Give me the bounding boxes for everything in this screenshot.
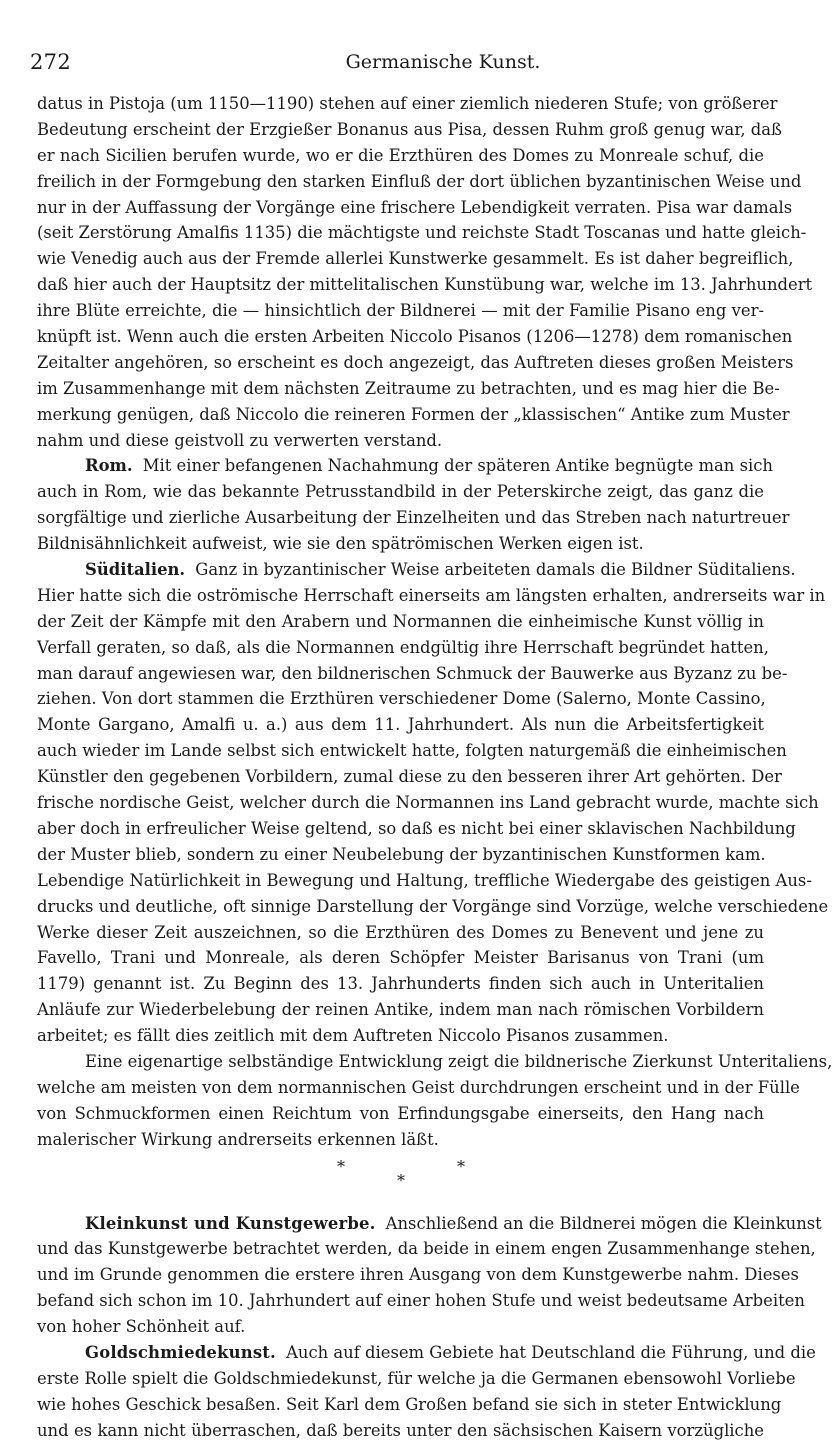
paragraph-goldschmiedekunst xyxy=(37,1340,816,1444)
section-heading-sueditalien: Süditalien. xyxy=(85,560,186,580)
text-run: Mit einer befangenen Nachahmung der späteren Antike begnügte man sich xyxy=(142,456,773,476)
text-line: und im Grunde genommen die erstere ihren Ausgang von dem Kunstgewerbe nahm. Dieses xyxy=(37,1265,799,1285)
text-line: von Schmuckformen einen Reichtum von Erfindungsgabe einerseits, den Hang nach xyxy=(37,1103,764,1123)
text-line: aber doch in erfreulicher Weise geltend, so daß es nicht bei einer sklavischen Nachbildung xyxy=(37,818,796,838)
asterisk: * xyxy=(337,1156,345,1176)
text-line: wie Venedig auch aus der Fremde allerlei Kunstwerke gesammelt. Es ist daher begreiflich, xyxy=(37,249,794,269)
text-line: auch in Rom, wie das bekannte Petrusstandbild in der Peterskirche zeigt, das ganz die xyxy=(37,482,764,502)
section-heading-rom: Rom. xyxy=(85,456,133,476)
text-line: Eine eigenartige selbständige Entwicklung zeigt die bildnerische Zierkunst Unteritaliens, xyxy=(85,1051,832,1071)
text-line: Anläufe zur Wiederbelebung der reinen Antike, indem man nach römischen Vorbildern xyxy=(37,1000,764,1020)
text-line: (seit Zerstörung Amalfis 1135) die mächtigste und reichste Stadt Toscanas und hatte gleich- xyxy=(37,223,807,243)
text-line: Favello, Trani und Monreale, als deren Schöpfer Meister Barisanus von Trani (um xyxy=(37,948,764,968)
text-line: sorgfältige und zierliche Ausarbeitung der Einzelheiten und das Streben nach naturtreuer xyxy=(37,508,790,528)
running-head: Germanische Kunst. xyxy=(345,51,541,73)
page-body xyxy=(37,91,832,1444)
asterisk: * xyxy=(397,1170,405,1190)
text-line: nahm und diese geistvoll zu verwerten verstand. xyxy=(37,430,443,450)
text-line: Verfall geraten, so daß, als die Normannen endgültig ihre Herrschaft begründet hatten, xyxy=(37,637,769,657)
section-heading-kleinkunst: Kleinkunst und Kunstgewerbe. xyxy=(85,1213,376,1233)
text-line xyxy=(37,1340,816,1366)
text-line: Lebendige Natürlichkeit in Bewegung und Haltung, treffliche Wiedergabe des geistigen Aus- xyxy=(37,870,812,890)
text-line: welche am meisten von dem normannischen Geist durchdrungen erscheint und in der Fülle xyxy=(37,1077,800,1097)
text-line: 1179) genannt ist. Zu Beginn des 13. Jahrhunderts finden sich auch in Unteritalien xyxy=(37,974,764,994)
paragraph-continuation xyxy=(37,91,813,453)
text-line: ihre Blüte erreichte, die — hinsichtlich der Bildnerei — mit der Familie Pisano eng ver- xyxy=(37,301,764,321)
page-number: 272 xyxy=(30,50,71,74)
text-line: befand sich schon im 10. Jahrhundert auf einer hohen Stufe und weist bedeutsame Arbeiten xyxy=(37,1291,805,1311)
paragraph-sueditalien xyxy=(37,557,829,1049)
text-line: datus in Pistoja (um 1150—1190) stehen auf einer ziemlich niederen Stufe; von größerer xyxy=(37,94,778,113)
text-line xyxy=(37,1211,822,1237)
text-line: drucks und deutliche, oft sinnige Darstellung der Vorgänge sind Vorzüge, welche verschiedene xyxy=(37,896,829,916)
text-line: malerischer Wirkung andrerseits erkennen läßt. xyxy=(37,1129,439,1149)
text-line: daß hier auch der Hauptsitz der mittelitalischen Kunstübung war, welche im 13. Jahrhundert xyxy=(37,275,813,295)
text-line: arbeitet; es fällt dies zeitlich mit dem Auftreten Niccolo Pisanos zusammen. xyxy=(37,1026,669,1046)
text-line: knüpft ist. Wenn auch die ersten Arbeiten Niccolo Pisanos (1206—1278) dem romanischen xyxy=(37,327,793,347)
text-line: Hier hatte sich die oströmische Herrschaft einerseits am längsten erhalten, andrerseits war in xyxy=(37,585,826,605)
text-line: Bedeutung erscheint der Erzgießer Bonanus aus Pisa, dessen Ruhm groß genug war, daß xyxy=(37,119,782,139)
text-line: Zeitalter angehören, so erscheint es doch angezeigt, das Auftreten dieses großen Meisters xyxy=(37,352,794,372)
text-line: und es kann nicht überraschen, daß bereits unter den sächsischen Kaisern vorzügliche xyxy=(37,1420,764,1440)
text-run: Anschließend an die Bildnerei mögen die Kleinkunst xyxy=(385,1213,822,1233)
text-line: Werke dieser Zeit auszeichnen, so die Erzthüren des Domes zu Benevent und jene zu xyxy=(37,922,764,942)
text-line xyxy=(37,453,773,479)
text-line: Künstler den gegebenen Vorbildern, zumal diese zu den besseren ihrer Art gehörten. Der xyxy=(37,767,782,787)
text-line: freilich in der Formgebung den starken Einfluß der dort üblichen byzantinischen Weise und xyxy=(37,171,802,191)
text-line: im Zusammenhange mit dem nächsten Zeitraume zu betrachten, und es mag hier die Be- xyxy=(37,378,780,398)
text-line: von hoher Schönheit auf. xyxy=(37,1317,246,1337)
asterisk: * xyxy=(457,1156,465,1176)
text-run: Ganz in byzantinischer Weise arbeiteten damals die Bildner Süditaliens. xyxy=(195,560,796,580)
text-line: der Muster blieb, sondern zu einer Neubelebung der byzantinischen Kunstformen kam. xyxy=(37,844,766,864)
section-divider-asterism xyxy=(37,1153,764,1205)
text-line: merkung genügen, daß Niccolo die reineren Formen der „klassischen“ Antike zum Muster xyxy=(37,404,790,424)
text-run: Auch auf diesem Gebiete hat Deutschland die Führung, und die xyxy=(286,1342,816,1362)
paragraph-zierkunst xyxy=(37,1049,832,1153)
text-line: und das Kunstgewerbe betrachtet werden, da beide in einem engen Zusammenhange stehen, xyxy=(37,1239,816,1259)
section-heading-goldschmiedekunst: Goldschmiedekunst. xyxy=(85,1342,276,1362)
paragraph-kleinkunst xyxy=(37,1211,822,1340)
text-line: frische nordische Geist, welcher durch die Normannen ins Land gebracht wurde, machte sich xyxy=(37,793,819,813)
text-line: erste Rolle spielt die Goldschmiedekunst, für welche ja die Germanen ebensowohl Vorliebe xyxy=(37,1368,796,1388)
text-line: Monte Gargano, Amalfi u. a.) aus dem 11. Jahrhundert. Als nun die Arbeitsfertigkeit xyxy=(37,715,764,735)
text-line: er nach Sicilien berufen wurde, wo er die Erzthüren des Domes zu Monreale schuf, die xyxy=(37,145,764,165)
text-line: man darauf angewiesen war, den bildnerischen Schmuck der Bauwerke aus Byzanz zu be- xyxy=(37,663,788,683)
text-line: auch wieder im Lande selbst sich entwickelt hatte, folgten naturgemäß die einheimischen xyxy=(37,741,787,761)
text-line: ziehen. Von dort stammen die Erzthüren verschiedener Dome (Salerno, Monte Cassino, xyxy=(37,689,766,709)
text-line: der Zeit der Kämpfe mit den Arabern und Normannen die einheimische Kunst völlig in xyxy=(37,611,764,631)
text-line xyxy=(37,557,796,583)
text-line: nur in der Auffassung der Vorgänge eine frischere Lebendigkeit verraten. Pisa war damals xyxy=(37,197,793,217)
text-line: Bildnisähnlichkeit aufweist, wie sie den spätrömischen Werken eigen ist. xyxy=(37,534,644,554)
text-line: wie hohes Geschick besaßen. Seit Karl dem Großen befand sie sich in steter Entwicklung xyxy=(37,1394,782,1414)
page-header xyxy=(30,50,756,78)
paragraph-rom xyxy=(37,453,790,557)
